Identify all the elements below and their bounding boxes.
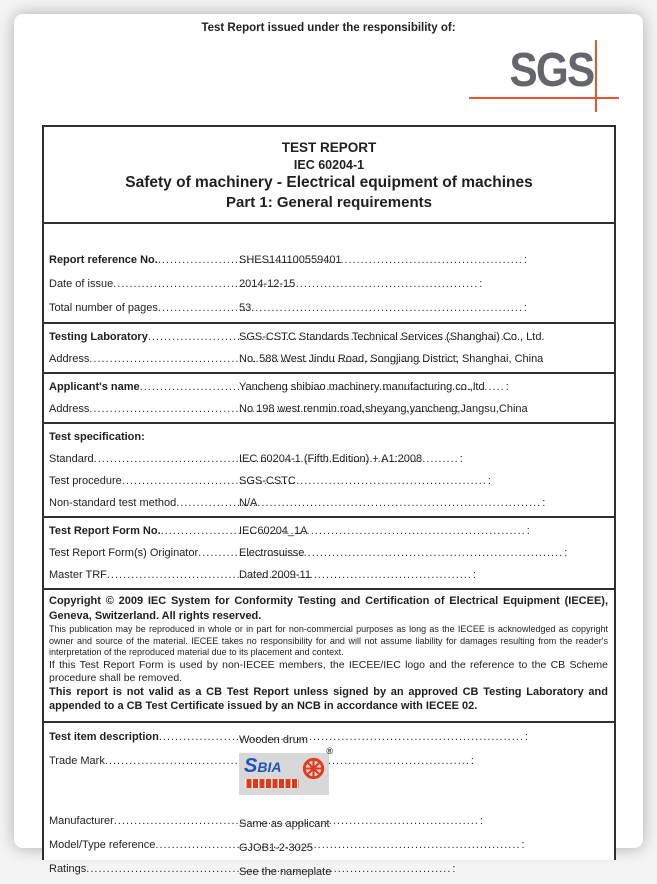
group-testing-laboratory bbox=[44, 322, 614, 372]
sgs-logo-vertical-line bbox=[595, 40, 597, 112]
registered-trademark-symbol: ® bbox=[326, 745, 333, 756]
copyright-block bbox=[44, 588, 614, 721]
field-value: SGS-CSTC Standards Technical Services (Shanghai) Co., Ltd. bbox=[239, 331, 545, 343]
field-row-master-trf bbox=[44, 564, 614, 586]
report-page bbox=[14, 14, 643, 878]
field-label: Test Report Form(s) Originator bbox=[49, 547, 199, 559]
field-label: Report reference No. bbox=[49, 254, 158, 266]
field-lead bbox=[49, 492, 229, 514]
field-row-trf-no bbox=[44, 520, 614, 542]
trademark-gap bbox=[44, 799, 614, 809]
field-row-non-standard-method bbox=[44, 492, 614, 514]
trademark-logo bbox=[239, 745, 333, 795]
field-value: IEC 60204-1 (Fifth Edition) + A1:2008 bbox=[239, 453, 423, 465]
sgs-logo bbox=[469, 44, 619, 110]
field-lead bbox=[49, 809, 229, 833]
field-value: N/A bbox=[239, 497, 258, 509]
dot-leader bbox=[161, 520, 526, 542]
field-value: Wooden drum bbox=[239, 733, 308, 746]
field-label: Standard bbox=[49, 453, 94, 465]
field-value: 53 bbox=[239, 302, 252, 314]
field-label: Testing Laboratory bbox=[49, 331, 148, 343]
field-lead bbox=[49, 248, 229, 272]
dot-leader bbox=[159, 725, 524, 749]
field-value: SGS-CSTC bbox=[239, 475, 296, 487]
field-row-total-pages bbox=[44, 296, 614, 320]
issuer-note: Test Report issued under the responsibility of: bbox=[201, 22, 456, 34]
title-block bbox=[44, 127, 614, 224]
field-lead bbox=[49, 296, 229, 320]
field-row-manufacturer bbox=[44, 809, 614, 833]
field-label: Test item description bbox=[49, 730, 159, 743]
field-lead bbox=[49, 398, 229, 420]
report-title: TEST REPORT bbox=[281, 140, 377, 155]
field-value: SHES141100559401 bbox=[239, 254, 342, 266]
field-lead bbox=[49, 564, 229, 586]
trademark-red-band bbox=[245, 779, 299, 788]
field-value: GJOB1-2-3025 bbox=[239, 841, 313, 854]
field-value: IEC60204_1A bbox=[239, 525, 308, 537]
copyright-non-iecee-note: If this Test Report Form is used by non-IECEE members, the IECEE/IEC logo and the reference to the CB Scheme procedure shall be removed. bbox=[49, 658, 608, 684]
group-test-report-form bbox=[44, 516, 614, 588]
field-label: Non-standard test method bbox=[49, 497, 177, 509]
group-report-reference bbox=[44, 246, 614, 322]
field-row-model-type bbox=[44, 833, 614, 857]
dot-leader bbox=[113, 272, 478, 296]
title-gap bbox=[44, 224, 614, 246]
field-label: Model/Type reference bbox=[49, 838, 156, 851]
field-value: See the nameplate bbox=[239, 865, 332, 878]
field-row-date-of-issue bbox=[44, 272, 614, 296]
field-value: No. 588 West Jindu Road, Songjiang District, Shanghai, China bbox=[239, 353, 544, 365]
field-lead bbox=[49, 520, 229, 542]
field-lead bbox=[49, 448, 229, 470]
field-row-trf-originator bbox=[44, 542, 614, 564]
field-lead bbox=[49, 833, 229, 857]
dot-leader bbox=[176, 492, 541, 514]
trademark-logo-box bbox=[239, 753, 329, 795]
field-label: Trade Mark bbox=[49, 754, 105, 767]
field-label: Total number of pages bbox=[49, 302, 158, 314]
field-label: Applicant's name bbox=[49, 381, 140, 393]
field-row-trade-mark bbox=[44, 745, 614, 799]
field-value: Dated 2009-11 bbox=[239, 569, 311, 581]
field-row-ratings bbox=[44, 857, 614, 881]
report-table bbox=[42, 125, 616, 878]
standard-part: Part 1: General requirements bbox=[226, 194, 432, 211]
field-lead bbox=[49, 725, 229, 749]
field-lead bbox=[49, 326, 229, 348]
copyright-reproduction-note: This publication may be reproduced in whole or in part for non-commercial purposes as long as the IECEE is acknowledged as copyright owner and source of the material. IECEE takes no responsibility for and will not assume liability for damages resulting from the reader's interpretation of the reproduced material due to its placement and context. bbox=[49, 624, 608, 657]
dot-leader bbox=[122, 470, 487, 492]
field-lead bbox=[49, 542, 229, 564]
group-test-item bbox=[44, 721, 614, 883]
sgs-logo-text: SGS bbox=[509, 44, 593, 97]
field-row-standard bbox=[44, 448, 614, 470]
field-label: Address bbox=[49, 353, 90, 365]
field-lead bbox=[49, 376, 229, 398]
field-label: Address bbox=[49, 403, 90, 415]
field-lead bbox=[49, 470, 229, 492]
trademark-text: SBIA bbox=[244, 754, 282, 777]
field-value: Yancheng shibiao machinery manufacturing co.,ltd bbox=[239, 381, 485, 393]
field-label: Manufacturer bbox=[49, 814, 114, 827]
field-row-report-reference-no bbox=[44, 248, 614, 272]
trademark-wheel-icon bbox=[302, 757, 325, 780]
field-label: Test procedure bbox=[49, 475, 122, 487]
field-label: Date of issue bbox=[49, 278, 114, 290]
field-label: Ratings bbox=[49, 862, 87, 875]
field-row-applicant-address bbox=[44, 398, 614, 420]
field-lead bbox=[49, 272, 229, 296]
group-test-specification bbox=[44, 422, 614, 516]
field-value: No 198 west renmin road,sheyang,yancheng,Jangsu,China bbox=[239, 403, 528, 415]
field-row-lab-address bbox=[44, 348, 614, 370]
field-row-test-procedure bbox=[44, 470, 614, 492]
field-label: Master TRF bbox=[49, 569, 107, 581]
field-value: 2014-12-15 bbox=[239, 278, 296, 290]
field-lead bbox=[49, 857, 229, 881]
field-label: Test Report Form No. bbox=[49, 525, 161, 537]
field-lead bbox=[49, 348, 229, 370]
field-row-applicant-name bbox=[44, 376, 614, 398]
field-lead bbox=[49, 755, 229, 767]
dot-leader bbox=[155, 833, 520, 857]
copyright-statement: Copyright © 2009 IEC System for Conformity Testing and Certification of Electrical Equipment (IECEE), Geneva, Switzerland. All rights reserved. bbox=[49, 595, 608, 622]
field-value: Electrosuisse bbox=[239, 547, 305, 559]
field-value: Same as applicant bbox=[239, 817, 330, 830]
field-row-testing-laboratory bbox=[44, 326, 614, 348]
test-specification-heading: Test specification: bbox=[49, 431, 145, 443]
group-applicant bbox=[44, 372, 614, 422]
copyright-validity-note: This report is not valid as a CB Test Report unless signed by an approved CB Testing Laboratory and appended to a CB Test Certificate issued by an NCB in accordance with IECEE 02. bbox=[49, 685, 608, 712]
dot-leader bbox=[158, 296, 523, 320]
standard-name: Safety of machinery - Electrical equipment of machines bbox=[125, 174, 533, 191]
standard-number: IEC 60204-1 bbox=[293, 158, 365, 172]
